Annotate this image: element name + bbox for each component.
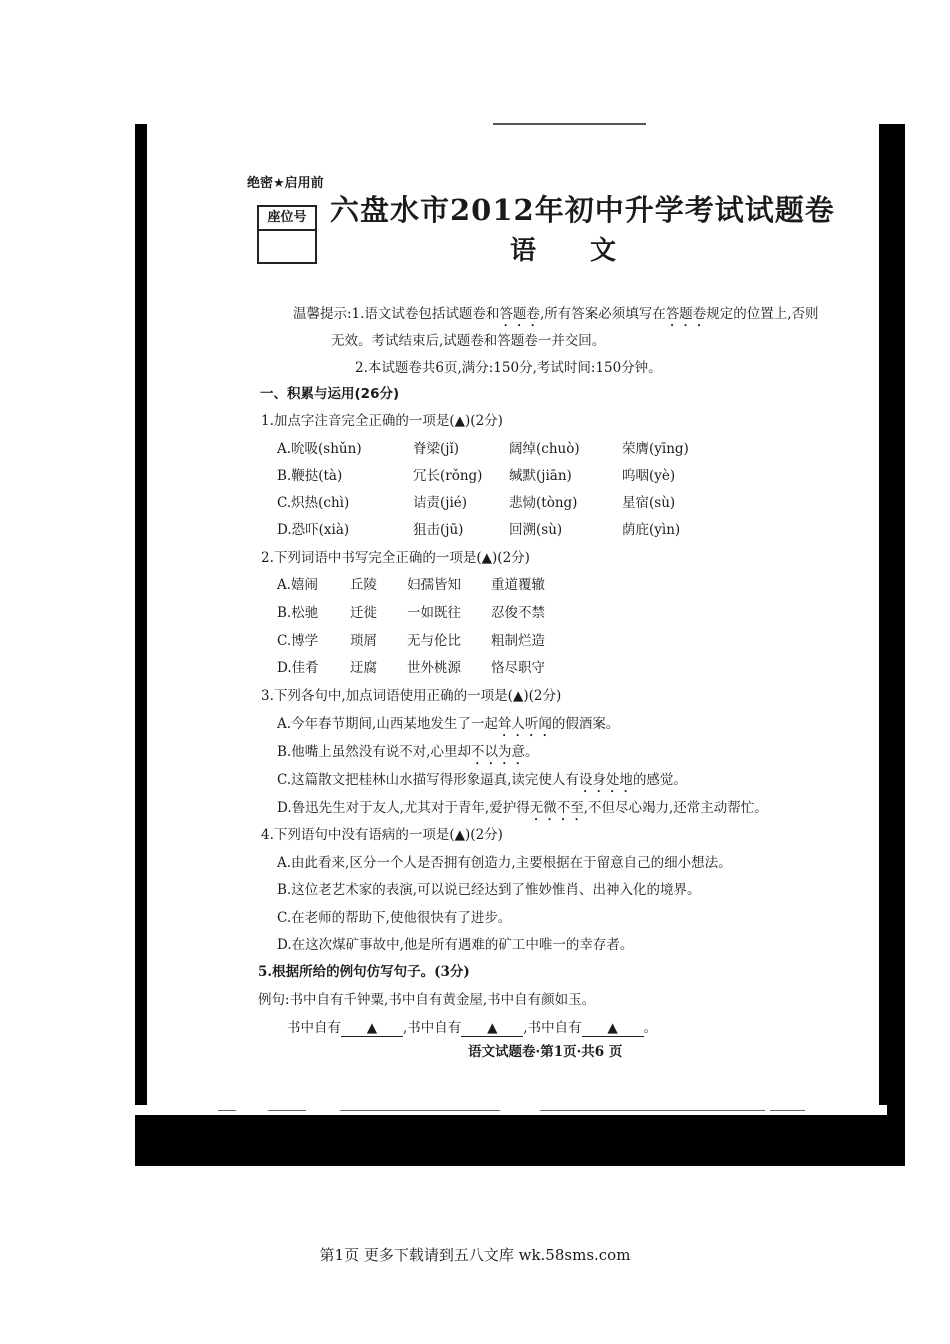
scan-line-1 <box>218 1110 236 1111</box>
q2-stem: 2.下列词语中书写完全正确的一项是(▲)(2分) <box>261 550 530 566</box>
q2-a1: A.嬉闹 <box>277 577 319 593</box>
top-rule <box>493 123 646 125</box>
q5-answer-line <box>287 1016 657 1037</box>
q5-example: 例句:书中自有千钟粟,书中自有黄金屋,书中自有颜如玉。 <box>258 992 596 1008</box>
q5-blank-1[interactable]: ▲ <box>341 1020 403 1037</box>
q2-c3: 无与伦比 <box>407 633 461 649</box>
q3-a: A.今年春节期间,山西某地发生了一起耸人听闻的假酒案。 <box>277 716 620 732</box>
q2-d2: 迂腐 <box>350 660 377 676</box>
q2-b3: 一如既往 <box>407 605 461 621</box>
q1-a3: 阔绰(chuò) <box>509 441 580 457</box>
q1-c2: 诘责(jié) <box>413 495 468 511</box>
q2-c2: 琐屑 <box>350 633 377 649</box>
notice-line-3: 2.本试题卷共6页,满分:150分,考试时间:150分钟。 <box>355 360 662 376</box>
q1-d3: 回溯(sù) <box>509 522 563 538</box>
q1-c1: C.炽热(chì) <box>277 495 350 511</box>
scan-line-2 <box>268 1110 306 1111</box>
q1-d4: 荫庇(yìn) <box>622 522 681 538</box>
exam-subject: 语文 <box>510 236 671 266</box>
q1-a1: A.吮吸(shǔn) <box>277 441 362 457</box>
q1-a2: 脊梁(jǐ) <box>413 441 460 457</box>
q2-d3: 世外桃源 <box>407 660 461 676</box>
q1-b4: 呜咽(yè) <box>622 468 676 484</box>
q2-d4: 恪尽职守 <box>491 660 545 676</box>
q4-c: C.在老师的帮助下,使他很快有了进步。 <box>277 910 512 926</box>
notice-line-2: 无效。考试结束后,试题卷和答题卷一并交回。 <box>331 333 606 349</box>
q2-c1: C.博学 <box>277 633 319 649</box>
q2-a2: 丘陵 <box>350 577 377 593</box>
exam-page-footer: 语文试题卷·第1页·共6 页 <box>468 1044 623 1060</box>
scan-line-3 <box>340 1110 500 1111</box>
seat-number-box <box>257 205 317 264</box>
q1-stem: 1.加点字注音完全正确的一项是(▲)(2分) <box>261 413 503 429</box>
document-footer: 第1页 更多下载请到五八文库 wk.58sms.com <box>319 1246 631 1264</box>
secret-label: 绝密★启用前 <box>247 176 324 191</box>
scan-line-5 <box>770 1110 805 1111</box>
q3-stem: 3.下列各句中,加点词语使用正确的一项是(▲)(2分) <box>261 688 562 704</box>
q5-end: 。 <box>643 1020 658 1036</box>
q2-b1: B.松驰 <box>277 605 319 621</box>
q1-b3: 缄默(jiān) <box>509 468 572 484</box>
q1-b2: 冗长(rǒng) <box>413 468 483 484</box>
q1-d2: 狙击(jū) <box>413 522 464 538</box>
q5-blank-3[interactable]: ▲ <box>582 1020 644 1037</box>
q4-b: B.这位老艺术家的表演,可以说已经达到了惟妙惟肖、出神入化的境界。 <box>277 882 701 898</box>
q4-stem: 4.下列语句中没有语病的一项是(▲)(2分) <box>261 827 503 843</box>
q1-d1: D.恐吓(xià) <box>277 522 350 538</box>
q1-a4: 荣膺(yīng) <box>622 441 689 457</box>
notice-line-1: 温馨提示:1.语文试卷包括试题卷和答题卷,所有答案必须填写在答题卷规定的位置上,否则 <box>293 306 819 322</box>
q5-prefix-1: 书中自有 <box>287 1020 341 1036</box>
q2-b2: 迁徙 <box>350 605 377 621</box>
q4-d: D.在这次煤矿事故中,他是所有遇难的矿工中唯一的幸存者。 <box>277 937 634 953</box>
q1-c4: 星宿(sù) <box>622 495 676 511</box>
q5-blank-2[interactable]: ▲ <box>461 1020 523 1037</box>
q2-b4: 忍俊不禁 <box>491 605 545 621</box>
seat-number-label: 座位号 <box>259 207 315 231</box>
q1-b1: B.鞭挞(tà) <box>277 468 343 484</box>
q2-a4: 重道覆辙 <box>491 577 545 593</box>
q5-prefix-3: ,书中自有 <box>523 1020 582 1036</box>
q3-c: C.这篇散文把桂林山水描写得形象逼真,读完使人有设身处地的感觉。 <box>277 772 687 788</box>
q3-b: B.他嘴上虽然没有说不对,心里却不以为意。 <box>277 744 539 760</box>
q1-c3: 悲恸(tòng) <box>509 495 578 511</box>
q5-stem: 5.根据所给的例句仿写句子。(3分) <box>258 964 470 980</box>
q5-prefix-2: ,书中自有 <box>403 1020 462 1036</box>
q2-d1: D.佳肴 <box>277 660 319 676</box>
q2-a3: 妇孺皆知 <box>407 577 461 593</box>
scan-line-4 <box>540 1110 765 1111</box>
section-1-heading: 一、积累与运用(26分) <box>260 386 400 402</box>
q3-d: D.鲁迅先生对于友人,尤其对于青年,爱护得无微不至,不但尽心竭力,还常主动帮忙。 <box>277 800 768 816</box>
q4-a: A.由此看来,区分一个人是否拥有创造力,主要根据在于留意自己的细小想法。 <box>277 855 732 871</box>
exam-title: 六盘水市2012年初中升学考试试题卷 <box>330 193 835 227</box>
q2-c4: 粗制烂造 <box>491 633 545 649</box>
